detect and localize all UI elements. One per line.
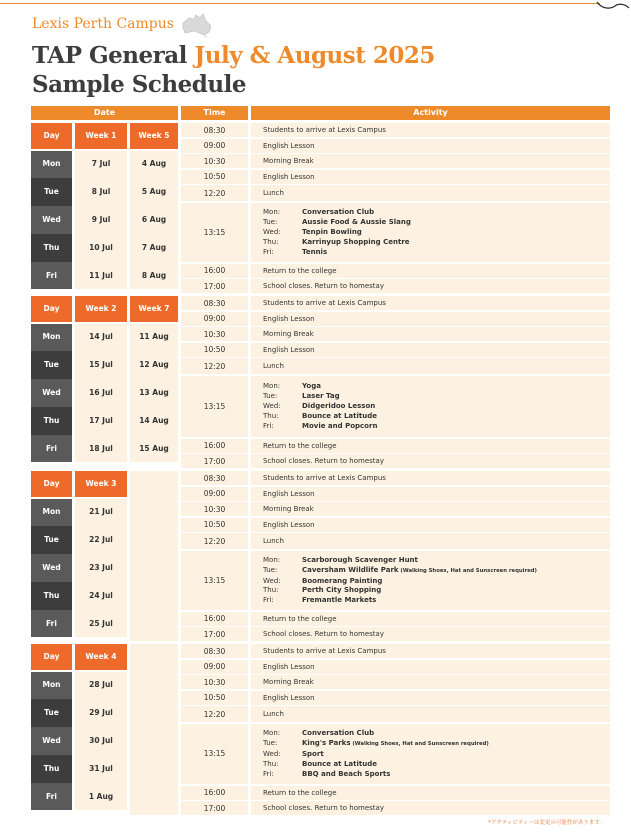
time-cell: 16:00 [181,264,248,278]
activity-text: English Lesson [263,489,315,498]
schedule-row [181,279,610,293]
activity-text: Return to the college [263,788,337,797]
activity-title: Boomerang Painting [302,576,383,585]
day-cell: Mon [31,324,72,351]
activity-name [302,566,537,576]
activity-cell [251,487,610,501]
week-header: Week 1 [75,123,127,149]
day-cell: Tue [31,699,72,726]
schedule-row [181,786,610,800]
activity-text: Students to arrive at Lexis Campus [263,647,386,655]
activity-cell [251,706,610,722]
activity-day-label: Fri: [263,596,274,605]
time-cell: 17:00 [181,801,248,815]
time-cell: 08:30 [181,123,248,137]
time-cell: 08:30 [181,296,248,310]
activity-text: English Lesson [263,172,315,181]
date-cell: 14 Aug [130,407,178,434]
activity-title: Caversham Wildlife Park [302,565,399,574]
afternoon-activities [263,208,411,256]
schedule-row [181,706,610,722]
schedule-row [181,644,610,658]
activity-name [302,208,411,217]
activity-day-label: Wed: [263,750,281,758]
activity-day-label: Tue: [263,565,278,574]
activity-cell [251,533,610,549]
activity-text: English Lesson [263,520,315,529]
activity-day-label: Thu: [263,237,279,246]
activity-cell [251,264,610,278]
time-cell: 13:15 [181,376,248,438]
activity-cell [251,296,610,310]
activity-name [302,577,537,586]
day-header: Day [31,123,72,149]
date-cell: 25 Jul [75,610,127,637]
schedule-row [181,454,610,468]
activity-name [302,750,489,759]
activity-text: Morning Break [263,678,314,686]
page-title [32,41,435,99]
schedule-row [181,185,610,201]
schedule-row [181,343,610,357]
day-cell: Thu [31,234,72,261]
date-cell: 30 Jul [75,727,127,754]
activity-title: Karrinyup Shopping Centre [302,237,410,246]
activity-text: Lunch [263,710,284,718]
time-cell: 10:50 [181,518,248,532]
day-header: Day [31,644,72,670]
schedule-row [181,612,610,626]
time-cell: 10:30 [181,327,248,341]
activity-day-label: Wed: [263,402,281,410]
activity-cell [251,660,610,674]
activity-text: English Lesson [263,345,315,354]
activity-text: English Lesson [263,662,315,671]
afternoon-activities [263,382,377,430]
activity-text: English Lesson [263,141,315,150]
activity-day-label: Tue: [263,392,278,401]
activity-cell [251,502,610,516]
activity-title: Laser Tag [302,392,340,401]
day-cell: Wed [31,379,72,406]
activity-cell [251,518,610,532]
date-cell: 17 Jul [75,407,127,434]
corner-swirl-icon [591,0,631,14]
activity-cell [251,691,610,705]
day-cell: Tue [31,351,72,378]
activity-text: School closes. Return to homestay [263,457,384,465]
time-cell: 10:30 [181,502,248,516]
date-cell: 5 Aug [130,178,178,205]
time-cell: 17:00 [181,627,248,641]
activity-text: Return to the college [263,266,337,275]
activity-name [302,770,489,779]
date-column-header: Date [31,106,178,120]
schedule-row [181,660,610,674]
schedule-row [181,139,610,153]
activity-title: King's Parks [302,739,351,748]
activity-note: (Walking Shoes, Hat and Sunscreen required) [350,741,489,748]
time-cell: 13:15 [181,551,248,611]
activity-text: Return to the college [263,441,337,450]
activity-name [302,248,411,257]
activity-day-label: Fri: [263,247,274,256]
activity-title: Bounce at Latitude [302,411,377,420]
activity-title: Sport [302,750,324,758]
time-cell: 12:20 [181,185,248,201]
activity-cell [251,551,610,611]
activity-text: School closes. Return to homestay [263,630,384,638]
day-cell: Fri [31,610,72,637]
date-cell: 13 Aug [130,379,178,406]
afternoon-activities [263,556,537,605]
day-cell: Tue [31,526,72,553]
activity-cell [251,376,610,438]
empty-week-column [130,471,178,641]
activity-text: School closes. Return to homestay [263,804,384,812]
time-cell: 12:20 [181,358,248,374]
day-cell: Mon [31,151,72,178]
date-cell: 16 Jul [75,379,127,406]
time-cell: 10:50 [181,691,248,705]
activity-title: Fremantle Markets [302,596,377,605]
activity-title: Bounce at Latitude [302,759,377,768]
activity-cell [251,801,610,815]
schedule-row [181,296,610,310]
activity-column-header: Activity [251,106,610,120]
activity-cell [251,627,610,641]
activity-title: Aussie Food & Aussie Slang [302,218,411,227]
day-header: Day [31,296,72,322]
activity-cell [251,358,610,374]
activity-name [302,392,377,401]
activity-cell [251,327,610,341]
date-cell: 11 Jul [75,262,127,289]
activity-day-label: Tue: [263,739,278,748]
schedule-row [181,327,610,341]
day-cell: Fri [31,783,72,810]
activity-name [302,739,489,749]
title-part1: TAP General [32,42,195,69]
date-cell: 11 Aug [130,324,178,351]
activity-text: Lunch [263,537,284,545]
activity-day-label: Fri: [263,421,274,430]
day-cell: Tue [31,178,72,205]
schedule-row [181,170,610,184]
date-cell: 22 Jul [75,526,127,553]
activity-cell [251,454,610,468]
schedule-row [181,675,610,689]
date-cell: 8 Aug [130,262,178,289]
schedule-row [181,551,610,611]
week-header: Week 3 [75,471,127,497]
activity-title: Tennis [302,247,328,256]
date-cell: 18 Jul [75,435,127,462]
date-cell: 7 Jul [75,151,127,178]
time-cell: 12:20 [181,706,248,722]
time-cell: 10:50 [181,343,248,357]
schedule-row [181,627,610,641]
schedule-row [181,312,610,326]
activity-day-label: Wed: [263,576,281,585]
activity-text: Students to arrive at Lexis Campus [263,299,386,307]
time-cell: 16:00 [181,786,248,800]
week-header: Week 5 [130,123,178,149]
activity-day-label: Thu: [263,411,279,420]
activity-day-label: Mon: [263,208,281,217]
date-cell: 10 Jul [75,234,127,261]
date-cell: 14 Jul [75,324,127,351]
activity-text: Return to the college [263,614,337,623]
week-header: Week 4 [75,644,127,670]
activity-title: Scarborough Scavenger Hunt [302,555,418,564]
campus-name: Lexis Perth Campus [32,16,174,32]
week-header: Week 2 [75,296,127,322]
activity-name [302,218,411,227]
time-cell: 08:30 [181,644,248,658]
activity-day-label: Mon: [263,382,281,391]
activity-title: Perth City Shopping [302,586,382,595]
date-cell: 21 Jul [75,499,127,526]
activity-cell [251,123,610,137]
schedule-row [181,518,610,532]
week-header: Week 7 [130,296,178,322]
footnote: *アクティビティーは変更の可能性があります。 [488,820,605,826]
activity-day-label: Thu: [263,759,279,768]
schedule-row [181,533,610,549]
date-cell: 7 Aug [130,234,178,261]
australia-map-icon [180,12,214,38]
activity-text: Morning Break [263,330,314,338]
day-cell: Wed [31,206,72,233]
activity-day-label: Thu: [263,586,279,595]
activity-name [302,729,489,738]
activity-name [302,402,377,411]
schedule-row [181,154,610,168]
time-cell: 17:00 [181,454,248,468]
activity-name [302,760,489,769]
time-cell: 10:50 [181,170,248,184]
activity-title: Yoga [302,382,321,391]
date-cell: 23 Jul [75,554,127,581]
date-cell: 4 Aug [130,151,178,178]
activity-name [302,228,411,237]
date-cell: 6 Aug [130,206,178,233]
time-cell: 17:00 [181,279,248,293]
schedule-row [181,439,610,453]
activity-text: School closes. Return to homestay [263,282,384,290]
date-cell: 29 Jul [75,699,127,726]
activity-cell [251,139,610,153]
activity-cell [251,203,610,263]
schedule-row [181,471,610,485]
top-rule [0,3,600,4]
activity-text: Students to arrive at Lexis Campus [263,474,386,482]
activity-title: Conversation Club [302,208,375,217]
schedule-row [181,724,610,785]
activity-cell [251,786,610,800]
activity-name [302,596,537,605]
schedule-row [181,801,610,815]
schedule-row [181,264,610,278]
activity-text: Morning Break [263,505,314,513]
time-cell: 10:30 [181,154,248,168]
activity-name [302,238,411,247]
day-cell: Wed [31,727,72,754]
activity-name [302,556,537,565]
activity-cell [251,343,610,357]
activity-day-label: Tue: [263,218,278,227]
schedule-row [181,376,610,438]
title-accent: July & August 2025 [194,42,435,69]
day-cell: Fri [31,262,72,289]
activity-text: Morning Break [263,157,314,165]
time-cell: 12:20 [181,533,248,549]
activity-cell [251,154,610,168]
activity-name [302,586,537,595]
activity-cell [251,471,610,485]
activity-cell [251,644,610,658]
time-cell: 13:15 [181,724,248,785]
title-line2: Sample Schedule [32,71,246,98]
date-cell: 31 Jul [75,755,127,782]
time-cell: 09:00 [181,487,248,501]
time-column-header: Time [181,106,248,120]
activity-cell [251,612,610,626]
date-cell: 15 Jul [75,351,127,378]
time-cell: 09:00 [181,660,248,674]
activity-title: Tenpin Bowling [302,228,362,236]
activity-name [302,412,377,421]
activity-day-label: Wed: [263,228,281,236]
activity-cell [251,170,610,184]
activity-title: BBQ and Beach Sports [302,769,391,778]
activity-cell [251,724,610,785]
activity-cell [251,312,610,326]
activity-note: (Walking Shoes, Hat and Sunscreen required) [398,567,537,574]
activity-cell [251,185,610,201]
date-cell: 1 Aug [75,783,127,810]
schedule-row [181,203,610,263]
time-cell: 08:30 [181,471,248,485]
activity-name [302,382,377,391]
schedule-row [181,691,610,705]
time-cell: 16:00 [181,439,248,453]
day-cell: Thu [31,755,72,782]
time-cell: 09:00 [181,139,248,153]
day-cell: Mon [31,499,72,526]
activity-text: English Lesson [263,693,315,702]
day-cell: Fri [31,435,72,462]
schedule-row [181,123,610,137]
activity-name [302,422,377,431]
activity-title: Conversation Club [302,729,375,738]
activity-cell [251,279,610,293]
day-cell: Mon [31,672,72,699]
date-cell: 12 Aug [130,351,178,378]
time-cell: 13:15 [181,203,248,263]
schedule-row [181,487,610,501]
activity-day-label: Mon: [263,729,281,738]
date-cell: 9 Jul [75,206,127,233]
activity-day-label: Mon: [263,555,281,564]
day-header: Day [31,471,72,497]
day-cell: Thu [31,582,72,609]
empty-week-column [130,644,178,815]
afternoon-activities [263,729,489,778]
date-cell: 24 Jul [75,582,127,609]
time-cell: 10:30 [181,675,248,689]
activity-title: Didgeridoo Lesson [302,402,376,410]
schedule-row [181,358,610,374]
activity-cell [251,675,610,689]
date-cell: 28 Jul [75,672,127,699]
schedule-row [181,502,610,516]
activity-text: English Lesson [263,314,315,323]
day-cell: Thu [31,407,72,434]
time-cell: 09:00 [181,312,248,326]
time-cell: 16:00 [181,612,248,626]
activity-text: Lunch [263,362,284,370]
activity-text: Lunch [263,189,284,197]
activity-day-label: Fri: [263,769,274,778]
activity-cell [251,439,610,453]
activity-title: Movie and Popcorn [302,421,378,430]
date-cell: 8 Jul [75,178,127,205]
day-cell: Wed [31,554,72,581]
date-cell: 15 Aug [130,435,178,462]
activity-text: Students to arrive at Lexis Campus [263,126,386,134]
